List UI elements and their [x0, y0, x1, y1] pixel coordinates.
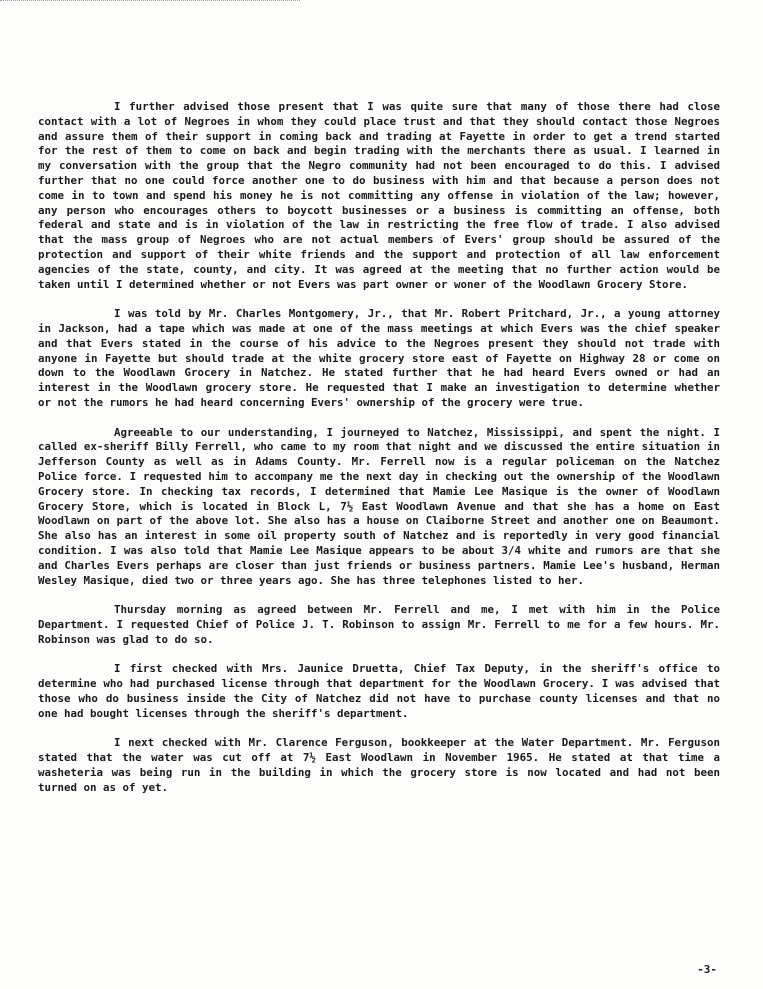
document-body — [38, 100, 720, 810]
paragraph: I further advised those present that I was quite sure that many of those there had close contact with a lot of Negroes in whom they could place trust and that they should contact those Negroes and assure them of their support in coming back and trading at Fayette in order to get a trend started for the rest of them to come on back and begin trading with the merchants there as usual. I learned in my conversation with the group that the Negro community had not been encouraged to do this. I advised further that no one could force another one to do business with him and that because a person does not come in to town and spend his money he is not committing any offense in violation of the law; however, any person who encourages others to boycott businesses or a business is committing an offense, both federal and state and is in violation of the law in restricting the free flow of trade. I also advised that the mass group of Negroes who are not actual members of Evers' group should be assured of the protection and support of their white friends and the support and protection of all law enforcement agencies of the state, county, and city. It was agreed at the meeting that no further action would be taken until I determined whether or not Evers was part owner or woner of the Woodlawn Grocery Store. — [38, 100, 720, 291]
paragraph: Thursday morning as agreed between Mr. Ferrell and me, I met with him in the Police Department. I requested Chief of Police J. T. Robinson to assign Mr. Ferrell to me for a few hours. Mr. Robinson was glad to do so. — [38, 603, 720, 646]
paragraph: I first checked with Mrs. Jaunice Druetta, Chief Tax Deputy, in the sheriff's office to determine who had purchased license through that department for the Woodlawn Grocery. I was advised that those who do business inside the City of Natchez did not have to purchase county licenses and that no one had bought licenses through the sheriff's department. — [38, 662, 720, 720]
paragraph: I was told by Mr. Charles Montgomery, Jr., that Mr. Robert Pritchard, Jr., a young attorney in Jackson, had a tape which was made at one of the mass meetings at which Evers was the chief speaker and that Evers stated in the course of his advice to the Negroes present they should not trade with anyone in Fayette but should trade at the white grocery store east of Fayette on Highway 28 or come on down to the Woodlawn Grocery in Natchez. He stated further that he had heard Evers owned or had an interest in the Woodlawn grocery store. He requested that I make an investigation to determine whether or not the rumors he had heard concerning Evers' ownership of the grocery were true. — [38, 307, 720, 409]
page-number: -3- — [697, 963, 717, 976]
paragraph: Agreeable to our understanding, I journeyed to Natchez, Mississippi, and spent the night. I called ex-sheriff Billy Ferrell, who came to my room that night and we discussed the entire situation in Jefferson County as well as in Adams County. Mr. Ferrell now is a regular policeman on the Natchez Police force. I requested him to accompany me the next day in checking out the ownership of the Woodlawn Grocery store. In checking tax records, I determined that Mamie Lee Masique is the owner of Woodlawn Grocery Store, which is located in Block L, 7½ East Woodlawn Avenue and that she has a home on East Woodlawn on part of the above lot. She also has a house on Claiborne Street and another one on Beaumont. She also has an interest in some oil property south of Natchez and is reportedly in very good financial condition. I was also told that Mamie Lee Masique appears to be about 3/4 white and rumors are that she and Charles Evers perhaps are closer than just friends or business partners. Mamie Lee's husband, Herman Wesley Masique, died two or three years ago. She has three telephones listed to her. — [38, 425, 720, 587]
paragraph: I next checked with Mr. Clarence Ferguson, bookkeeper at the Water Department. Mr. Ferguson stated that the water was cut off at 7½ East Woodlawn in November 1965. He stated at that time a washeteria was being run in the building in which the grocery store is now located and had not been turned on as of yet. — [38, 736, 720, 794]
scan-edge-marks — [0, 0, 300, 3]
